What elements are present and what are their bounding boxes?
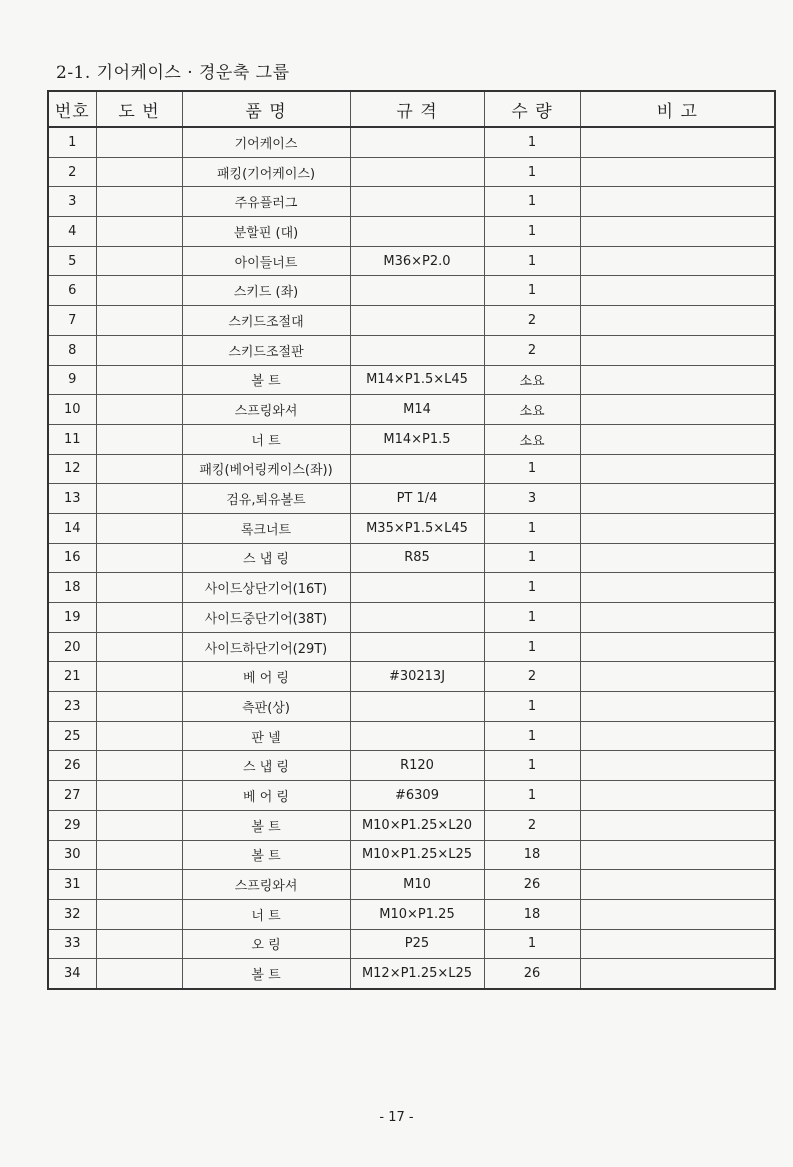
cell-remarks	[580, 692, 775, 722]
page-number: - 17 -	[379, 1110, 414, 1125]
table-row	[48, 484, 775, 514]
cell-specification	[350, 692, 484, 722]
cell-specification	[350, 276, 484, 306]
cell-drawing-number	[96, 484, 182, 514]
cell-number: 32	[48, 899, 96, 929]
cell-number: 6	[48, 276, 96, 306]
cell-part-name: 판 넬	[182, 721, 350, 751]
cell-quantity: 1	[484, 781, 580, 811]
table-row	[48, 573, 775, 603]
table-row	[48, 454, 775, 484]
cell-drawing-number	[96, 870, 182, 900]
cell-specification: #6309	[350, 781, 484, 811]
cell-number: 33	[48, 929, 96, 959]
cell-remarks	[580, 810, 775, 840]
cell-part-name: 사이드중단기어(38T)	[182, 603, 350, 633]
cell-quantity: 1	[484, 157, 580, 187]
cell-remarks	[580, 157, 775, 187]
table-row	[48, 781, 775, 811]
cell-drawing-number	[96, 929, 182, 959]
cell-number: 18	[48, 573, 96, 603]
table-row	[48, 424, 775, 454]
cell-specification	[350, 603, 484, 633]
table-row	[48, 929, 775, 959]
cell-drawing-number	[96, 365, 182, 395]
cell-drawing-number	[96, 899, 182, 929]
cell-drawing-number	[96, 306, 182, 336]
cell-remarks	[580, 365, 775, 395]
cell-number: 2	[48, 157, 96, 187]
cell-part-name: 볼 트	[182, 810, 350, 840]
cell-quantity: 1	[484, 751, 580, 781]
cell-specification	[350, 632, 484, 662]
cell-specification	[350, 157, 484, 187]
cell-number: 5	[48, 246, 96, 276]
cell-drawing-number	[96, 157, 182, 187]
cell-part-name: 측판(상)	[182, 692, 350, 722]
header-remarks: 비 고	[580, 91, 775, 127]
cell-part-name: 분할핀 (대)	[182, 217, 350, 247]
table-row	[48, 157, 775, 187]
cell-part-name: 스프링와셔	[182, 395, 350, 425]
cell-specification	[350, 217, 484, 247]
cell-part-name: 주유플러그	[182, 187, 350, 217]
cell-drawing-number	[96, 632, 182, 662]
cell-remarks	[580, 751, 775, 781]
cell-number: 16	[48, 543, 96, 573]
table-row	[48, 870, 775, 900]
cell-number: 27	[48, 781, 96, 811]
cell-part-name: 검유,퇴유볼트	[182, 484, 350, 514]
cell-remarks	[580, 662, 775, 692]
cell-quantity: 26	[484, 959, 580, 989]
cell-specification	[350, 306, 484, 336]
header-number: 번호	[48, 91, 96, 127]
cell-specification	[350, 335, 484, 365]
cell-drawing-number	[96, 276, 182, 306]
cell-part-name: 스키드 (좌)	[182, 276, 350, 306]
cell-number: 10	[48, 395, 96, 425]
cell-specification: M10×P1.25×L25	[350, 840, 484, 870]
cell-number: 21	[48, 662, 96, 692]
cell-drawing-number	[96, 573, 182, 603]
cell-quantity: 1	[484, 127, 580, 157]
table-row	[48, 959, 775, 989]
cell-drawing-number	[96, 810, 182, 840]
cell-specification	[350, 573, 484, 603]
cell-quantity: 1	[484, 246, 580, 276]
cell-quantity: 소요	[484, 365, 580, 395]
parts-table-body	[48, 127, 775, 989]
cell-number: 30	[48, 840, 96, 870]
cell-quantity: 1	[484, 217, 580, 247]
cell-drawing-number	[96, 959, 182, 989]
cell-number: 8	[48, 335, 96, 365]
cell-number: 23	[48, 692, 96, 722]
cell-specification: M14×P1.5×L45	[350, 365, 484, 395]
cell-number: 7	[48, 306, 96, 336]
table-row	[48, 246, 775, 276]
cell-remarks	[580, 424, 775, 454]
cell-specification: M36×P2.0	[350, 246, 484, 276]
cell-quantity: 1	[484, 929, 580, 959]
cell-part-name: 아이들너트	[182, 246, 350, 276]
cell-quantity: 1	[484, 543, 580, 573]
table-row	[48, 335, 775, 365]
cell-part-name: 기어케이스	[182, 127, 350, 157]
cell-number: 11	[48, 424, 96, 454]
cell-drawing-number	[96, 246, 182, 276]
cell-quantity: 18	[484, 840, 580, 870]
table-row	[48, 365, 775, 395]
table-row	[48, 127, 775, 157]
cell-quantity: 소요	[484, 395, 580, 425]
cell-part-name: 오 링	[182, 929, 350, 959]
cell-quantity: 1	[484, 276, 580, 306]
cell-quantity: 2	[484, 306, 580, 336]
cell-specification: M14	[350, 395, 484, 425]
cell-drawing-number	[96, 335, 182, 365]
table-row	[48, 721, 775, 751]
cell-part-name: 볼 트	[182, 840, 350, 870]
cell-part-name: 베 어 링	[182, 781, 350, 811]
cell-quantity: 2	[484, 810, 580, 840]
table-row	[48, 187, 775, 217]
cell-quantity: 1	[484, 603, 580, 633]
cell-quantity: 26	[484, 870, 580, 900]
cell-specification	[350, 187, 484, 217]
cell-part-name: 록크너트	[182, 513, 350, 543]
cell-part-name: 스키드조절대	[182, 306, 350, 336]
cell-quantity: 18	[484, 899, 580, 929]
header-quantity: 수 량	[484, 91, 580, 127]
cell-specification: M14×P1.5	[350, 424, 484, 454]
cell-remarks	[580, 217, 775, 247]
cell-specification: P25	[350, 929, 484, 959]
header-specification: 규 격	[350, 91, 484, 127]
cell-drawing-number	[96, 721, 182, 751]
cell-drawing-number	[96, 187, 182, 217]
cell-remarks	[580, 959, 775, 989]
cell-part-name: 볼 트	[182, 365, 350, 395]
cell-remarks	[580, 929, 775, 959]
cell-specification: M10×P1.25	[350, 899, 484, 929]
cell-remarks	[580, 454, 775, 484]
cell-number: 13	[48, 484, 96, 514]
table-row	[48, 217, 775, 247]
cell-remarks	[580, 721, 775, 751]
cell-drawing-number	[96, 840, 182, 870]
cell-number: 34	[48, 959, 96, 989]
cell-number: 31	[48, 870, 96, 900]
cell-remarks	[580, 484, 775, 514]
table-row	[48, 810, 775, 840]
cell-remarks	[580, 840, 775, 870]
cell-number: 3	[48, 187, 96, 217]
cell-specification: #30213J	[350, 662, 484, 692]
table-row	[48, 662, 775, 692]
cell-remarks	[580, 187, 775, 217]
cell-part-name: 패킹(기어케이스)	[182, 157, 350, 187]
cell-number: 20	[48, 632, 96, 662]
cell-quantity: 1	[484, 721, 580, 751]
cell-remarks	[580, 603, 775, 633]
cell-specification: M10	[350, 870, 484, 900]
cell-remarks	[580, 276, 775, 306]
cell-drawing-number	[96, 424, 182, 454]
cell-remarks	[580, 632, 775, 662]
header-drawing-number: 도 번	[96, 91, 182, 127]
cell-remarks	[580, 395, 775, 425]
cell-quantity: 1	[484, 573, 580, 603]
cell-drawing-number	[96, 513, 182, 543]
cell-number: 12	[48, 454, 96, 484]
table-row	[48, 603, 775, 633]
cell-part-name: 볼 트	[182, 959, 350, 989]
cell-quantity: 3	[484, 484, 580, 514]
cell-part-name: 패킹(베어링케이스(좌))	[182, 454, 350, 484]
cell-part-name: 사이드하단기어(29T)	[182, 632, 350, 662]
cell-remarks	[580, 335, 775, 365]
cell-part-name: 베 어 링	[182, 662, 350, 692]
cell-specification	[350, 127, 484, 157]
table-row	[48, 543, 775, 573]
cell-number: 25	[48, 721, 96, 751]
cell-specification: M35×P1.5×L45	[350, 513, 484, 543]
cell-remarks	[580, 543, 775, 573]
cell-drawing-number	[96, 781, 182, 811]
cell-quantity: 1	[484, 187, 580, 217]
cell-part-name: 스프링와셔	[182, 870, 350, 900]
cell-quantity: 1	[484, 692, 580, 722]
cell-part-name: 사이드상단기어(16T)	[182, 573, 350, 603]
cell-number: 1	[48, 127, 96, 157]
cell-number: 29	[48, 810, 96, 840]
cell-specification	[350, 721, 484, 751]
cell-number: 14	[48, 513, 96, 543]
cell-drawing-number	[96, 603, 182, 633]
cell-quantity: 1	[484, 454, 580, 484]
cell-drawing-number	[96, 395, 182, 425]
table-row	[48, 395, 775, 425]
cell-remarks	[580, 870, 775, 900]
table-row	[48, 899, 775, 929]
cell-number: 26	[48, 751, 96, 781]
cell-drawing-number	[96, 127, 182, 157]
table-row	[48, 840, 775, 870]
header-part-name: 품 명	[182, 91, 350, 127]
cell-remarks	[580, 306, 775, 336]
cell-quantity: 2	[484, 335, 580, 365]
cell-specification: R120	[350, 751, 484, 781]
section-title: 2-1. 기어케이스 · 경운축 그룹	[56, 63, 290, 83]
cell-specification: PT 1/4	[350, 484, 484, 514]
cell-part-name: 너 트	[182, 899, 350, 929]
cell-quantity: 1	[484, 632, 580, 662]
cell-remarks	[580, 513, 775, 543]
cell-specification: R85	[350, 543, 484, 573]
cell-remarks	[580, 127, 775, 157]
table-row	[48, 692, 775, 722]
cell-specification	[350, 454, 484, 484]
cell-specification: M12×P1.25×L25	[350, 959, 484, 989]
cell-drawing-number	[96, 692, 182, 722]
cell-number: 19	[48, 603, 96, 633]
cell-drawing-number	[96, 751, 182, 781]
cell-specification: M10×P1.25×L20	[350, 810, 484, 840]
cell-remarks	[580, 573, 775, 603]
table-row	[48, 632, 775, 662]
table-row	[48, 276, 775, 306]
cell-part-name: 스키드조절판	[182, 335, 350, 365]
cell-part-name: 스 냅 링	[182, 543, 350, 573]
cell-drawing-number	[96, 543, 182, 573]
cell-quantity: 소요	[484, 424, 580, 454]
parts-table	[47, 90, 776, 990]
cell-remarks	[580, 246, 775, 276]
cell-drawing-number	[96, 454, 182, 484]
table-row	[48, 751, 775, 781]
cell-drawing-number	[96, 662, 182, 692]
cell-remarks	[580, 781, 775, 811]
cell-part-name: 너 트	[182, 424, 350, 454]
cell-number: 4	[48, 217, 96, 247]
table-row	[48, 513, 775, 543]
table-row	[48, 306, 775, 336]
table-header-row	[48, 91, 775, 127]
cell-quantity: 1	[484, 513, 580, 543]
cell-number: 9	[48, 365, 96, 395]
cell-part-name: 스 냅 링	[182, 751, 350, 781]
cell-drawing-number	[96, 217, 182, 247]
cell-quantity: 2	[484, 662, 580, 692]
cell-remarks	[580, 899, 775, 929]
